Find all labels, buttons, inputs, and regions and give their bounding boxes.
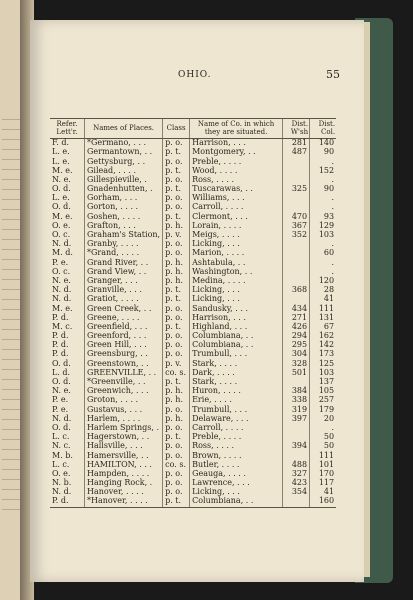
row-county: Columbiana, . .	[190, 341, 283, 350]
row-dist-columbus: 170	[310, 470, 337, 479]
row-place-name: Hanging Rock, .	[85, 479, 163, 488]
row-dist-columbus: 50	[310, 442, 337, 451]
row-dist-columbus: 179	[310, 405, 337, 414]
row-place-name: Hallsville, . . .	[85, 442, 163, 451]
row-county: Lorain, . . . .	[190, 222, 283, 231]
row-dist-columbus: 160	[310, 497, 337, 507]
row-dist-columbus: 41	[310, 488, 337, 497]
row-place-name: Greenfield, . . .	[85, 323, 163, 332]
row-reference: P. e.	[52, 404, 69, 414]
row-dist-columbus: .	[310, 268, 337, 277]
row-class: p. h.	[163, 258, 190, 267]
row-class: p. t.	[163, 185, 190, 194]
row-place-name: Greenford, . . .	[85, 332, 163, 341]
page-header	[30, 70, 364, 86]
row-dist-columbus: 257	[310, 396, 337, 405]
row-place-name: Grand View, . .	[85, 268, 163, 277]
row-dist-washington: 368	[283, 286, 310, 295]
row-dist-washington: 426	[283, 323, 310, 332]
row-county: Carroll, . . . .	[190, 424, 283, 433]
row-county: Clermont, . . .	[190, 213, 283, 222]
table-row	[50, 442, 336, 451]
row-reference: P. d.	[52, 340, 69, 350]
row-county: Licking, . . .	[190, 240, 283, 249]
row-reference: O. c.	[52, 266, 71, 276]
row-dist-washington: 325	[283, 185, 310, 194]
row-dist-washington: 470	[283, 213, 310, 222]
row-dist-columbus: .	[310, 203, 337, 212]
row-dist-columbus: 28	[310, 286, 337, 295]
row-reference: N. e.	[52, 386, 71, 396]
row-dist-columbus: 90	[310, 148, 337, 157]
row-place-name: Graham's Station,	[85, 231, 163, 240]
row-dist-washington: 281	[283, 139, 310, 149]
row-place-name: Gratiot, . . . .	[85, 295, 163, 304]
row-county: Delaware, . . .	[190, 415, 283, 424]
row-county: Carroll, . . . .	[190, 203, 283, 212]
table-body	[50, 139, 336, 508]
row-county: Tuscarawas, . .	[190, 185, 283, 194]
row-county: Trumbull, . . .	[190, 405, 283, 414]
row-class: p. h.	[163, 387, 190, 396]
table-row	[50, 148, 336, 157]
row-reference: L. e.	[52, 193, 70, 203]
row-dist-columbus: 20	[310, 415, 337, 424]
row-county: Trumbull, . . .	[190, 350, 283, 359]
row-dist-columbus: 111	[310, 304, 337, 313]
row-class: p. t.	[163, 167, 190, 176]
row-class: p. o.	[163, 157, 190, 166]
row-dist-washington: 397	[283, 415, 310, 424]
row-place-name: Granger, . . .	[85, 277, 163, 286]
row-class: p. o.	[163, 194, 190, 203]
row-dist-columbus: 140	[310, 139, 337, 149]
running-head: OHIO.	[178, 70, 212, 80]
row-place-name: Groton, . . . .	[85, 396, 163, 405]
row-dist-columbus: 103	[310, 369, 337, 378]
row-class: p. t.	[163, 286, 190, 295]
row-dist-columbus: 90	[310, 185, 337, 194]
row-dist-washington: 501	[283, 369, 310, 378]
row-dist-washington: 304	[283, 350, 310, 359]
row-place-name: Goshen, . . . .	[85, 213, 163, 222]
row-class: p. h.	[163, 415, 190, 424]
row-dist-washington: 434	[283, 304, 310, 313]
row-class: p. o.	[163, 176, 190, 185]
row-class: p. o.	[163, 249, 190, 258]
row-class: p. t.	[163, 323, 190, 332]
row-dist-columbus: 93	[310, 213, 337, 222]
row-reference: N. d.	[52, 487, 72, 497]
row-dist-washington	[283, 258, 310, 267]
row-dist-washington	[283, 424, 310, 433]
table-row	[50, 295, 336, 304]
row-dist-columbus: 67	[310, 323, 337, 332]
row-place-name: Gillespieville, .	[85, 176, 163, 185]
row-reference: O. d.	[52, 377, 71, 387]
row-place-name: Gorham, . . .	[85, 194, 163, 203]
row-county: Licking, . . .	[190, 295, 283, 304]
row-county: Stark, . . . .	[190, 378, 283, 387]
row-place-name: Hampden, . . . .	[85, 470, 163, 479]
row-place-name: Hamersville, . .	[85, 451, 163, 460]
row-place-name: Germantown, . .	[85, 148, 163, 157]
row-dist-columbus: .	[310, 258, 337, 267]
row-dist-washington: 367	[283, 222, 310, 231]
row-dist-washington	[283, 249, 310, 258]
row-class: p. t.	[163, 378, 190, 387]
row-place-name: Gustavus, . . .	[85, 405, 163, 414]
row-county: Meigs, . . . .	[190, 231, 283, 240]
row-county: Highland, . . .	[190, 323, 283, 332]
row-county: Wood, . . . .	[190, 167, 283, 176]
row-reference: O. e.	[52, 468, 71, 478]
row-reference: M. e.	[52, 303, 73, 313]
row-county: Dark, . . . .	[190, 369, 283, 378]
row-dist-washington: 487	[283, 148, 310, 157]
row-place-name: GREENVILLE, . .	[85, 369, 163, 378]
row-place-name: Gnadenhutten, .	[85, 185, 163, 194]
row-dist-columbus: 142	[310, 341, 337, 350]
row-place-name: Greensburg, . .	[85, 350, 163, 359]
row-dist-washington	[283, 194, 310, 203]
row-county: Erie, . . . .	[190, 396, 283, 405]
row-county: Williams, . . .	[190, 194, 283, 203]
row-dist-columbus: 173	[310, 350, 337, 359]
row-reference: O. d.	[52, 422, 71, 432]
col-header-class: Class	[163, 119, 190, 139]
row-dist-columbus: .	[310, 240, 337, 249]
row-reference: P. d.	[52, 349, 69, 359]
row-place-name: *Grand, . . . .	[85, 249, 163, 258]
row-county: Preble, . . . .	[190, 157, 283, 166]
row-reference: O. d.	[52, 184, 71, 194]
row-county: Ross, . . . .	[190, 176, 283, 185]
row-county: Harrison, . . .	[190, 314, 283, 323]
row-dist-washington	[283, 240, 310, 249]
row-class: p. o.	[163, 424, 190, 433]
row-class: p. v.	[163, 231, 190, 240]
row-dist-washington: 354	[283, 488, 310, 497]
row-place-name: *Hanover, . . . .	[85, 497, 163, 507]
row-class: co. s.	[163, 461, 190, 470]
row-reference: N. c.	[52, 441, 71, 451]
row-reference: N. e.	[52, 174, 71, 184]
row-reference: O. e.	[52, 220, 71, 230]
row-place-name: Granville, . . .	[85, 286, 163, 295]
row-class: p. h.	[163, 277, 190, 286]
row-place-name: *Greenville, . .	[85, 378, 163, 387]
row-reference: O. d.	[52, 202, 71, 212]
row-county: Stark, . . . .	[190, 360, 283, 369]
row-reference: N. d.	[52, 294, 72, 304]
row-dist-columbus: .	[310, 424, 337, 433]
row-place-name: Gettysburg, . .	[85, 157, 163, 166]
row-reference: P. d.	[50, 497, 85, 507]
row-reference: M. d.	[52, 248, 73, 258]
row-county: Preble, . . . .	[190, 433, 283, 442]
row-dist-washington: 394	[283, 442, 310, 451]
row-reference: M. e.	[52, 165, 73, 175]
row-reference: P. e.	[52, 257, 69, 267]
row-class: p. h.	[163, 268, 190, 277]
row-class: p. t.	[163, 497, 190, 507]
row-place-name: *Germano, . . .	[85, 139, 163, 149]
row-dist-columbus: 117	[310, 479, 337, 488]
row-county: Marion, . . . .	[190, 249, 283, 258]
table-row	[50, 497, 336, 507]
row-dist-columbus: 131	[310, 314, 337, 323]
row-dist-washington: 338	[283, 396, 310, 405]
row-dist-columbus: 41	[310, 295, 337, 304]
row-county: Butler, . . . .	[190, 461, 283, 470]
row-class: p. o.	[163, 203, 190, 212]
row-reference: N. d.	[52, 239, 72, 249]
row-county: Ross, . . . .	[190, 442, 283, 451]
row-dist-columbus: 137	[310, 378, 337, 387]
row-class: p. o.	[163, 470, 190, 479]
row-class: p. h.	[163, 222, 190, 231]
col-header-reference: Refer. Lett'r.	[50, 119, 85, 139]
row-county: Brown, . . . .	[190, 451, 283, 460]
row-class: co. s.	[163, 369, 190, 378]
row-dist-columbus: 60	[310, 249, 337, 258]
row-dist-columbus: 103	[310, 231, 337, 240]
row-class: p. t.	[163, 148, 190, 157]
row-reference: F. d.	[52, 138, 70, 148]
row-county: Licking, . . .	[190, 286, 283, 295]
col-header-dist-columbus: Dist. Col.	[310, 119, 337, 139]
row-county: Ashtabula, . .	[190, 258, 283, 267]
row-class: p. t.	[163, 433, 190, 442]
row-dist-columbus: .	[310, 194, 337, 203]
row-class: p. o.	[163, 451, 190, 460]
row-place-name: Grafton, . . .	[85, 222, 163, 231]
row-place-name: Harlem Springs, .	[85, 424, 163, 433]
row-class: p. o.	[163, 350, 190, 359]
row-county: Lawrence, . . .	[190, 479, 283, 488]
col-header-place: Names of Places.	[85, 119, 163, 139]
row-dist-columbus: 105	[310, 387, 337, 396]
row-reference: O. c.	[52, 230, 71, 240]
row-county: Harrison, . . .	[190, 139, 283, 149]
row-dist-columbus: 129	[310, 222, 337, 231]
row-class: p. o.	[163, 332, 190, 341]
row-class: p. o.	[163, 341, 190, 350]
row-county: Columbiana, . .	[190, 497, 283, 507]
row-dist-washington	[283, 295, 310, 304]
row-dist-washington: 294	[283, 332, 310, 341]
row-reference: M. c.	[52, 321, 73, 331]
row-dist-columbus: 111	[310, 451, 337, 460]
row-place-name: Green Hill, . . .	[85, 341, 163, 350]
row-dist-columbus: .	[310, 157, 337, 166]
page-number: 55	[326, 68, 340, 81]
row-dist-columbus: 162	[310, 332, 337, 341]
row-class: p. t.	[163, 295, 190, 304]
row-dist-columbus: 120	[310, 277, 337, 286]
row-dist-washington: 327	[283, 470, 310, 479]
row-dist-columbus: .	[310, 176, 337, 185]
row-class: p. o.	[163, 442, 190, 451]
row-class: p. o.	[163, 304, 190, 313]
row-place-name: Gorton, . . . .	[85, 203, 163, 212]
row-county: Medina, . . . .	[190, 277, 283, 286]
row-county: Huron, . . . .	[190, 387, 283, 396]
row-reference: M. e.	[52, 211, 73, 221]
row-class: p. o.	[163, 479, 190, 488]
row-class: p. h.	[163, 396, 190, 405]
row-place-name: Granby, . . . .	[85, 240, 163, 249]
row-dist-washington: 328	[283, 360, 310, 369]
row-class: p. o.	[163, 314, 190, 323]
row-place-name: Gilead, . . . .	[85, 167, 163, 176]
col-header-dist-washington: Dist. W'sh	[283, 119, 310, 139]
row-place-name: Greene, . . . .	[85, 314, 163, 323]
row-dist-washington	[283, 268, 310, 277]
row-dist-washington: 423	[283, 479, 310, 488]
row-county: Washington, . .	[190, 268, 283, 277]
col-header-county: Name of Co. in which they are situated.	[190, 119, 283, 139]
row-place-name: Hagerstown, . .	[85, 433, 163, 442]
row-county: Columbiana, . .	[190, 332, 283, 341]
gazetteer-table	[50, 118, 336, 508]
row-dist-columbus: 125	[310, 360, 337, 369]
row-dist-washington: 488	[283, 461, 310, 470]
row-class: p. o.	[163, 405, 190, 414]
row-place-name: Green Creek, . .	[85, 304, 163, 313]
row-reference: L. e.	[52, 147, 70, 157]
row-reference: N. d.	[52, 413, 72, 423]
row-dist-columbus: 50	[310, 433, 337, 442]
row-dist-columbus: 152	[310, 167, 337, 176]
row-place-name: Hanover, . . . .	[85, 488, 163, 497]
row-county: Geauga, . . . .	[190, 470, 283, 479]
row-reference: N. d.	[52, 285, 72, 295]
row-county: Licking, . . .	[190, 488, 283, 497]
row-dist-columbus: 101	[310, 461, 337, 470]
row-class: p. o.	[163, 488, 190, 497]
row-reference: O. d.	[52, 358, 71, 368]
row-dist-washington: 295	[283, 341, 310, 350]
row-reference: P. d.	[52, 312, 69, 322]
row-class: p. o.	[163, 139, 190, 149]
row-place-name: Grand River, . .	[85, 258, 163, 267]
row-reference: L. c.	[52, 459, 70, 469]
row-county: Montgomery, . .	[190, 148, 283, 157]
row-county: Sandusky, . . .	[190, 304, 283, 313]
row-place-name: HAMILTON, . . .	[85, 461, 163, 470]
row-dist-washington	[283, 157, 310, 166]
book-page	[30, 20, 364, 582]
row-reference: P. e.	[52, 395, 69, 405]
row-dist-washington	[283, 497, 310, 507]
row-reference: L. e.	[52, 156, 70, 166]
row-class: p. t.	[163, 213, 190, 222]
row-dist-washington	[283, 167, 310, 176]
row-dist-washington: 319	[283, 405, 310, 414]
row-reference: L. c.	[52, 432, 70, 442]
row-reference: P. d.	[52, 331, 69, 341]
row-place-name: Greenwich, . . .	[85, 387, 163, 396]
row-reference: M. b.	[52, 450, 73, 460]
row-dist-washington: 384	[283, 387, 310, 396]
row-place-name: Greenstown, . .	[85, 360, 163, 369]
row-reference: L. d.	[52, 367, 71, 377]
row-reference: N. e.	[52, 275, 71, 285]
row-dist-washington: 271	[283, 314, 310, 323]
row-reference: N. b.	[52, 478, 72, 488]
row-class: p. v.	[163, 360, 190, 369]
row-place-name: Harlem, . . . .	[85, 415, 163, 424]
row-class: p. o.	[163, 240, 190, 249]
row-dist-washington: 352	[283, 231, 310, 240]
table-header-row	[50, 119, 336, 139]
